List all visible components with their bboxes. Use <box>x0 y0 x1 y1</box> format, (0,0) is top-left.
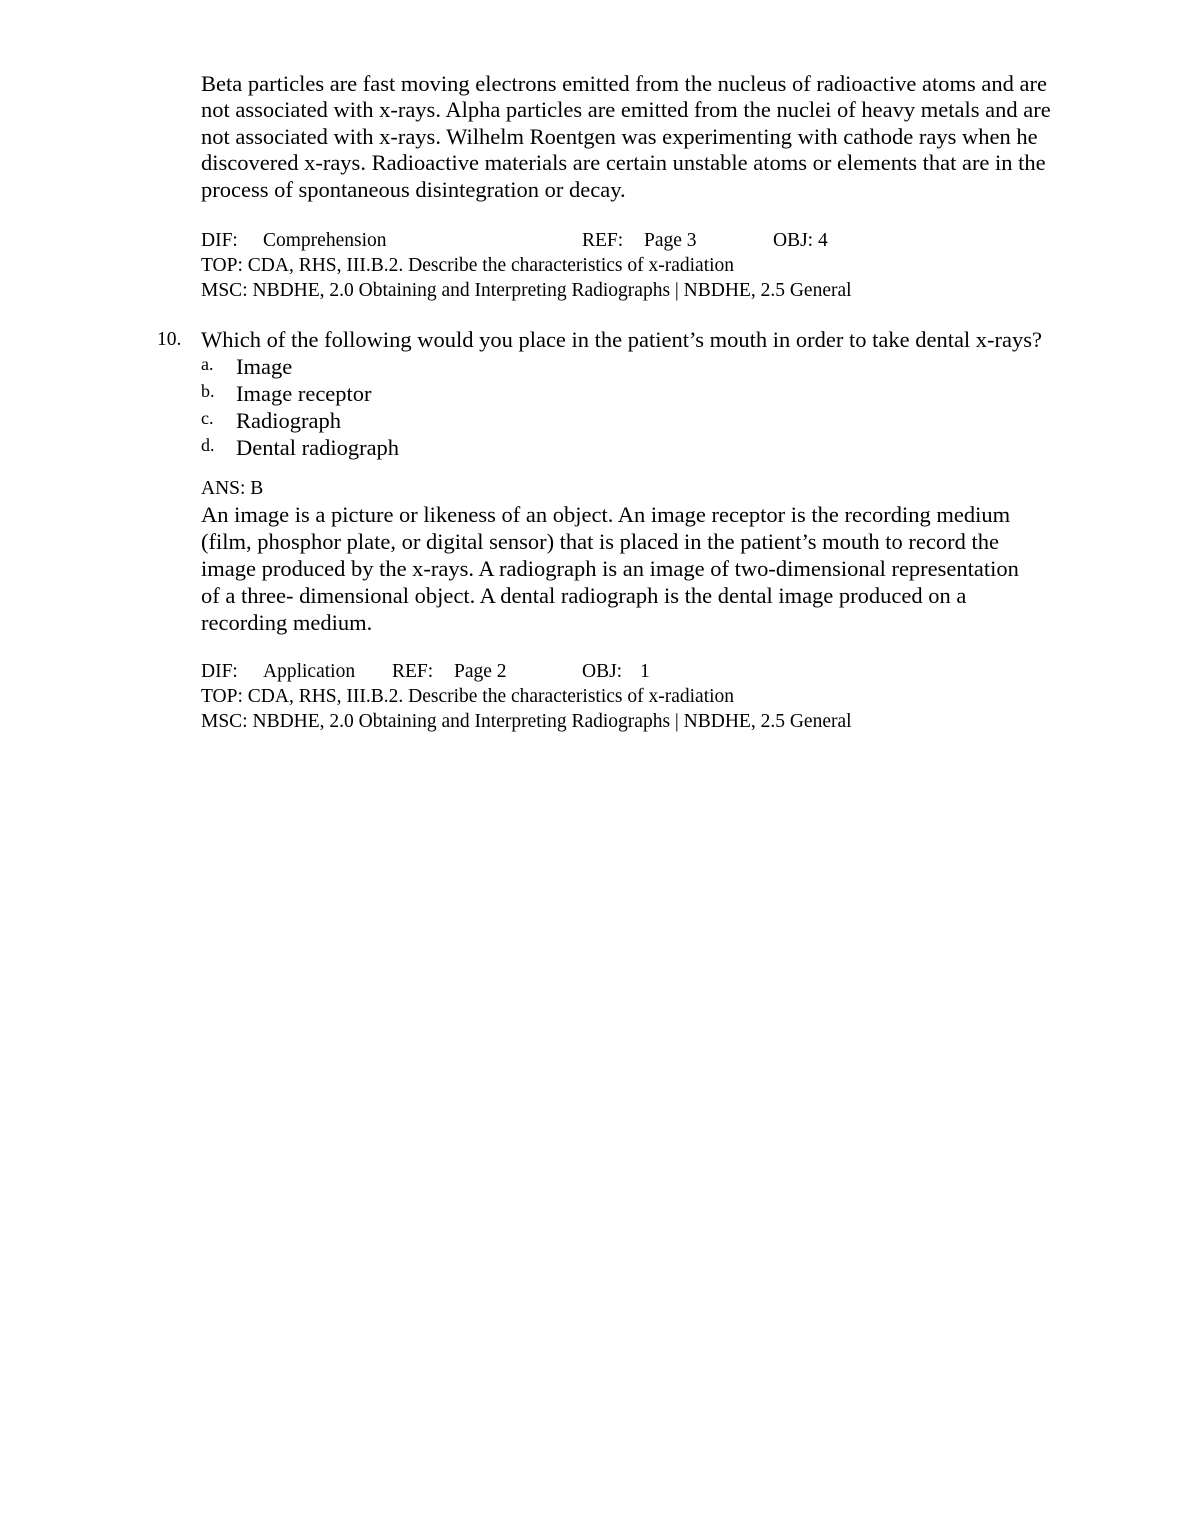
explanation-line: image produced by the x-rays. A radiograph is an image of two-dimensional representation <box>201 556 1019 581</box>
option-letter: c. <box>201 408 214 428</box>
option-letter: a. <box>201 354 214 374</box>
dif-label: DIF: <box>201 230 238 251</box>
option-text: Image receptor <box>236 381 372 406</box>
question-text: Which of the following would you place in the patient’s mouth in order to take dental x-rays? <box>201 327 1043 352</box>
answer: ANS: B <box>201 478 264 499</box>
obj-value: 1 <box>640 661 650 682</box>
explanation-line: recording medium. <box>201 610 373 635</box>
msc: MSC: NBDHE, 2.0 Obtaining and Interpreting Radiographs | NBDHE, 2.5 General <box>201 711 852 732</box>
explanation-line: of a three- dimensional object. A dental radiograph is the dental image produced on a <box>201 583 967 608</box>
option-letter: d. <box>201 435 215 455</box>
explanation-line: (film, phosphor plate, or digital sensor) that is placed in the patient’s mouth to record the <box>201 529 999 554</box>
explanation-line: Beta particles are fast moving electrons emitted from the nucleus of radioactive atoms and are <box>201 71 1047 96</box>
option-text: Image <box>236 354 293 379</box>
explanation-line: An image is a picture or likeness of an object. An image receptor is the recording medium <box>201 502 1011 527</box>
ref-value: Page 3 <box>644 230 697 251</box>
explanation-line: not associated with x-rays. Alpha particles are emitted from the nuclei of heavy metals and are <box>201 97 1051 122</box>
obj-label: OBJ: <box>582 661 623 682</box>
ref-label: REF: <box>392 661 434 682</box>
msc: MSC: NBDHE, 2.0 Obtaining and Interpreting Radiographs | NBDHE, 2.5 General <box>201 280 852 301</box>
explanation-line: not associated with x-rays. Wilhelm Roentgen was experimenting with cathode rays when he <box>201 124 1038 149</box>
option-text: Radiograph <box>236 408 341 433</box>
option-letter: b. <box>201 381 215 401</box>
obj-value: OBJ: 4 <box>773 230 828 251</box>
explanation-line: process of spontaneous disintegration or decay. <box>201 177 626 202</box>
question-number: 10. <box>157 329 182 350</box>
topic: TOP: CDA, RHS, III.B.2. Describe the characteristics of x-radiation <box>201 686 735 707</box>
dif-label: DIF: <box>201 661 238 682</box>
dif-value: Comprehension <box>263 230 387 251</box>
option-text: Dental radiograph <box>236 435 400 460</box>
ref-value: Page 2 <box>454 661 507 682</box>
dif-value: Application <box>263 661 356 682</box>
explanation-line: discovered x-rays. Radioactive materials are certain unstable atoms or elements that are in the <box>201 150 1046 175</box>
topic: TOP: CDA, RHS, III.B.2. Describe the characteristics of x-radiation <box>201 255 735 276</box>
ref-label: REF: <box>582 230 624 251</box>
